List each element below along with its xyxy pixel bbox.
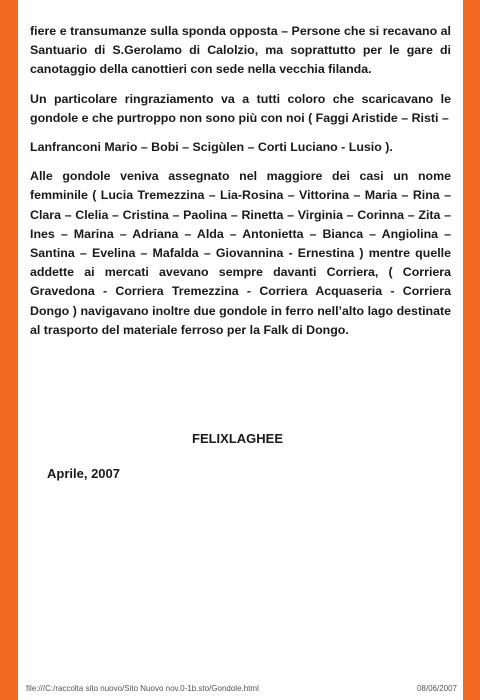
document-body	[30, 22, 451, 353]
paragraph-4: Alle gondole veniva assegnato nel maggiore dei casi un nome femminile ( Lucia Tremezzina – Lia-Rosina – Vittorina – Maria – Rina – Clara – Clelia – Cristina – Paolina – Rinetta – Virginia – Corinna – Zita – Ines – Marina – Adriana – Alda – Antonietta – Bianca – Angiolina – Santina – Evelina – Mafalda – Giovannina - Ernestina ) mentre quelle addette ai mercati avevano sempre davanti Corriera, ( Corriera Gravedona - Corriera Tremezzina - Corriera Acquaseria - Corriera Dongo ) navigavano inoltre due gondole in ferro nell’alto lago destinate al trasporto del materiale ferroso per la Falk di Dongo.	[30, 169, 451, 337]
document-date: Aprile, 2007	[47, 466, 120, 481]
paragraph-1: fiere e transumanze sulla sponda opposta – Persone che si recavano al Santuario di S.Gerolamo di Calolzio, ma soprattutto per le gare di canotaggio della canottieri con sede nella vecchia filanda.	[30, 24, 451, 77]
author-signature: FELIXLAGHEE	[192, 431, 284, 446]
paragraph-2: Un particolare ringraziamento va a tutti coloro che scaricavano le gondole e che purtroppo non sono più con noi ( Faggi Aristide – Risti –	[30, 91, 451, 125]
footer-file-path: file:///C:/raccolta sito nuovo/Sito Nuovo nov.0-1b.sto/Gondole.html	[26, 684, 259, 693]
document-page	[18, 0, 463, 700]
paragraph-3: Lanfranconi Mario – Bobi – Scigùlen – Corti Luciano - Lusio ).	[30, 140, 393, 155]
footer-print-date: 08/06/2007	[416, 684, 457, 693]
